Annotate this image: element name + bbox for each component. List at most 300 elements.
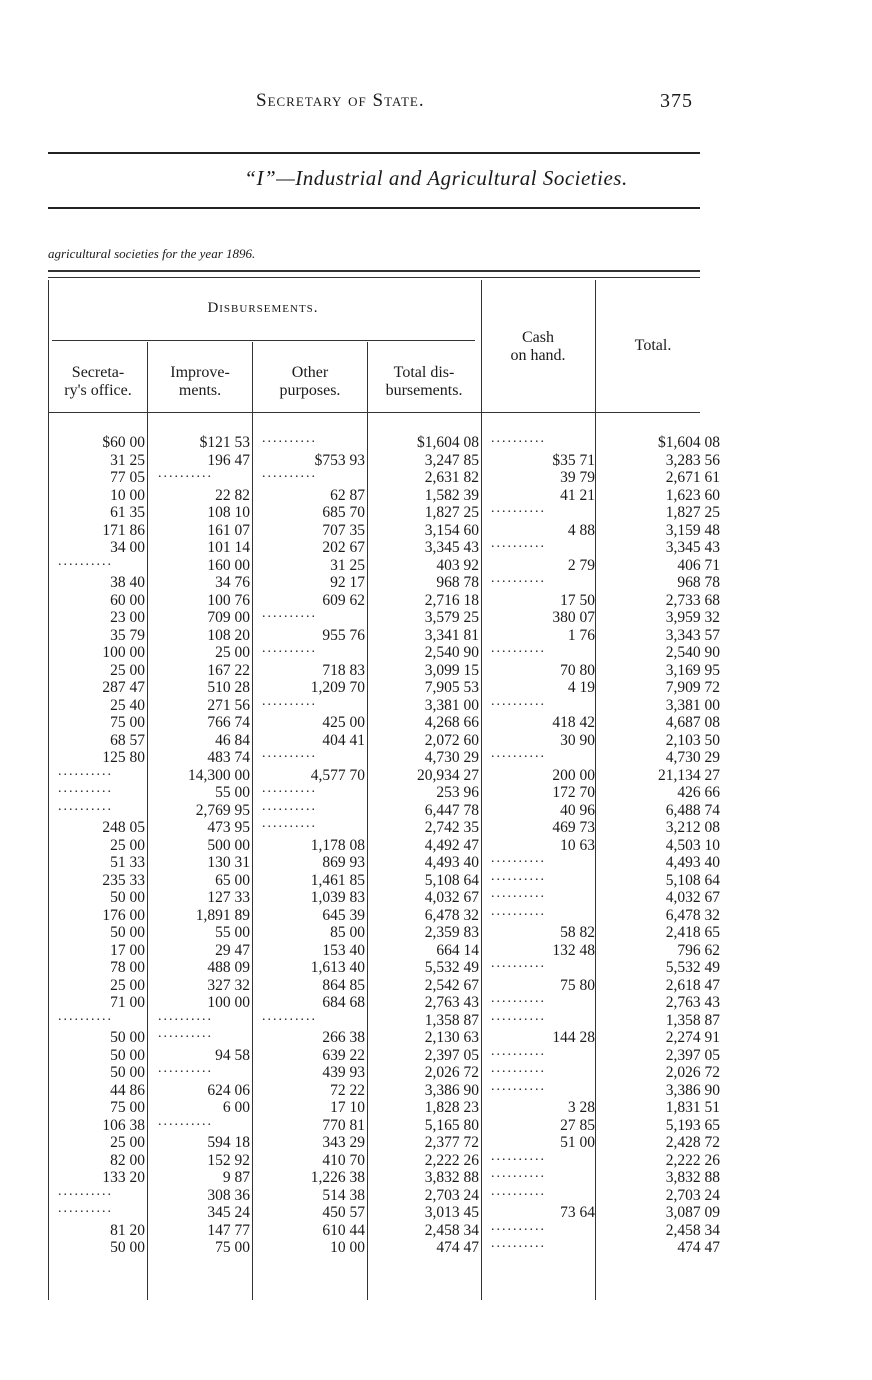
cell-total-disbursements: 2,222 26 bbox=[424, 1151, 479, 1169]
cell-total-disbursements: 968 78 bbox=[436, 574, 479, 591]
top-rule bbox=[48, 152, 700, 154]
cell-improvements: 161 07 bbox=[207, 521, 250, 539]
cell-other-purposes: 404 41 bbox=[322, 731, 365, 749]
table-top-rule bbox=[48, 270, 700, 272]
cell-improvements: 100 76 bbox=[207, 591, 250, 609]
cell-improvements: 488 09 bbox=[207, 959, 250, 976]
cell-secretary: 81 20 bbox=[110, 1221, 145, 1239]
dot-leader: .......... bbox=[262, 606, 317, 621]
cell-other-purposes: 610 44 bbox=[322, 1221, 365, 1239]
dot-leader: .......... bbox=[158, 1026, 213, 1041]
cell-total-disbursements: 3,013 45 bbox=[424, 1204, 479, 1221]
cell-secretary: 51 33 bbox=[110, 854, 145, 871]
cell-cash-on-hand: 3 28 bbox=[567, 1099, 595, 1116]
cell-secretary: 25 40 bbox=[110, 696, 145, 714]
cell-other-purposes: 31 25 bbox=[330, 556, 365, 574]
cell-total: 5,108 64 bbox=[665, 871, 720, 889]
cell-total-disbursements: 4,730 29 bbox=[424, 749, 479, 766]
page-number: 375 bbox=[660, 90, 693, 112]
col-divider-total bbox=[595, 280, 596, 1300]
cell-other-purposes: 85 00 bbox=[330, 924, 365, 941]
cell-other-purposes: 864 85 bbox=[322, 976, 365, 994]
cell-total: 7,909 72 bbox=[665, 679, 720, 696]
cell-total-disbursements: 664 14 bbox=[436, 941, 479, 959]
dot-leader: .......... bbox=[262, 431, 317, 446]
cell-improvements: 127 33 bbox=[207, 889, 250, 906]
cell-improvements: 2,769 95 bbox=[195, 801, 250, 819]
cell-secretary: 176 00 bbox=[102, 906, 145, 924]
cell-secretary: 10 00 bbox=[110, 486, 145, 504]
cell-other-purposes: 62 87 bbox=[330, 486, 365, 504]
cell-secretary: 82 00 bbox=[110, 1151, 145, 1169]
cell-improvements: 29 47 bbox=[215, 941, 250, 959]
cell-improvements: 196 47 bbox=[207, 451, 250, 469]
cell-total: 4,032 67 bbox=[665, 889, 720, 906]
cell-total: 406 71 bbox=[677, 556, 720, 574]
cell-total-disbursements: 5,165 80 bbox=[424, 1116, 479, 1134]
cell-other-purposes: 684 68 bbox=[322, 994, 365, 1011]
cell-improvements: 766 74 bbox=[207, 714, 250, 731]
dot-leader: .......... bbox=[262, 466, 317, 481]
cell-total-disbursements: 2,026 72 bbox=[424, 1064, 479, 1081]
cell-total-disbursements: 2,377 72 bbox=[424, 1134, 479, 1151]
cell-cash-on-hand: 41 21 bbox=[560, 486, 595, 504]
cell-total-disbursements: 2,703 24 bbox=[424, 1186, 479, 1204]
dot-leader: .......... bbox=[491, 1061, 546, 1076]
cell-other-purposes: 869 93 bbox=[322, 854, 365, 871]
cell-other-purposes: 4,577 70 bbox=[310, 766, 365, 784]
cell-improvements: 483 74 bbox=[207, 749, 250, 766]
dot-leader: .......... bbox=[491, 641, 546, 656]
dot-leader: .......... bbox=[262, 781, 317, 796]
cell-total-disbursements: 2,742 35 bbox=[424, 819, 479, 836]
cell-cash-on-hand: 27 85 bbox=[560, 1116, 595, 1134]
cell-total: 3,343 57 bbox=[665, 626, 720, 644]
cell-improvements: 167 22 bbox=[207, 661, 250, 679]
cell-total: 2,103 50 bbox=[665, 731, 720, 749]
cell-other-purposes: 410 70 bbox=[322, 1151, 365, 1169]
section-title: “I”—Industrial and Agricultural Societies. bbox=[244, 166, 628, 190]
cell-other-purposes: 343 29 bbox=[322, 1134, 365, 1151]
cell-total: 2,428 72 bbox=[665, 1134, 720, 1151]
dot-leader: .......... bbox=[491, 886, 546, 901]
cell-total-disbursements: 20,934 27 bbox=[417, 766, 479, 784]
cell-total-disbursements: 2,763 43 bbox=[424, 994, 479, 1011]
disbursements-rule bbox=[52, 340, 475, 341]
col-divider-cash bbox=[481, 280, 482, 1300]
cell-total-disbursements: 6,447 78 bbox=[424, 801, 479, 819]
cell-secretary: 34 00 bbox=[110, 539, 145, 556]
cell-total-disbursements: 2,458 34 bbox=[424, 1221, 479, 1239]
cell-secretary: 71 00 bbox=[110, 994, 145, 1011]
cell-total: 3,832 88 bbox=[665, 1169, 720, 1186]
dot-leader: .......... bbox=[491, 903, 546, 919]
cell-total-disbursements: 5,532 49 bbox=[424, 959, 479, 976]
cell-total-disbursements: 3,386 90 bbox=[424, 1081, 479, 1099]
cell-other-purposes: 639 22 bbox=[322, 1046, 365, 1064]
dot-leader: .......... bbox=[491, 1236, 546, 1251]
cell-improvements: $121 53 bbox=[199, 434, 250, 451]
cell-secretary: 125 80 bbox=[102, 749, 145, 766]
header-total-disbursements: Total dis- bursements. bbox=[385, 364, 463, 399]
cell-secretary: $60 00 bbox=[102, 434, 145, 451]
cell-total: 1,831 51 bbox=[665, 1099, 720, 1116]
cell-secretary: 248 05 bbox=[102, 819, 145, 836]
cell-secretary: 25 00 bbox=[110, 836, 145, 854]
dot-leader: .......... bbox=[491, 571, 546, 586]
cell-secretary: 100 00 bbox=[102, 644, 145, 661]
cell-secretary: 133 20 bbox=[102, 1169, 145, 1186]
cell-improvements: 34 76 bbox=[215, 574, 250, 591]
cell-cash-on-hand: 1 76 bbox=[567, 626, 595, 644]
cell-other-purposes: 955 76 bbox=[322, 626, 365, 644]
cell-secretary: 25 00 bbox=[110, 976, 145, 994]
cell-improvements: 100 00 bbox=[207, 994, 250, 1011]
cell-total: 3,386 90 bbox=[665, 1081, 720, 1099]
cell-other-purposes: 92 17 bbox=[330, 574, 365, 591]
cell-improvements: 624 06 bbox=[207, 1081, 250, 1099]
cell-other-purposes: 450 57 bbox=[322, 1204, 365, 1221]
col-divider-improvements bbox=[147, 342, 148, 1300]
cell-total: 2,026 72 bbox=[665, 1064, 720, 1081]
col-divider-total-disb bbox=[367, 342, 368, 1300]
cell-improvements: 14,300 00 bbox=[188, 766, 250, 784]
cell-improvements: 22 82 bbox=[215, 486, 250, 504]
cell-improvements: 46 84 bbox=[215, 731, 250, 749]
cell-total-disbursements: 5,108 64 bbox=[424, 871, 479, 889]
cell-secretary: 25 00 bbox=[110, 661, 145, 679]
cell-improvements: 327 32 bbox=[207, 976, 250, 994]
cell-cash-on-hand: 144 28 bbox=[552, 1029, 595, 1046]
cell-total: 3,345 43 bbox=[665, 539, 720, 556]
cell-other-purposes: $753 93 bbox=[314, 451, 365, 469]
cell-other-purposes: 439 93 bbox=[322, 1064, 365, 1081]
dot-leader: .......... bbox=[491, 1148, 546, 1164]
cell-cash-on-hand: 10 63 bbox=[560, 836, 595, 854]
cell-improvements: 160 00 bbox=[207, 556, 250, 574]
cell-total: 21,134 27 bbox=[658, 766, 720, 784]
cell-total-disbursements: $1,604 08 bbox=[417, 434, 479, 451]
cell-secretary: 50 00 bbox=[110, 889, 145, 906]
dot-leader: .......... bbox=[58, 1008, 113, 1024]
cell-total-disbursements: 2,359 83 bbox=[424, 924, 479, 941]
dot-leader: .......... bbox=[491, 501, 546, 516]
cell-total-disbursements: 3,341 81 bbox=[424, 626, 479, 644]
cell-improvements: 9 87 bbox=[222, 1169, 250, 1186]
cell-cash-on-hand: 73 64 bbox=[560, 1204, 595, 1221]
cell-total-disbursements: 2,631 82 bbox=[424, 469, 479, 486]
cell-total-disbursements: 3,154 60 bbox=[424, 521, 479, 539]
cell-secretary: 35 79 bbox=[110, 626, 145, 644]
dot-leader: .......... bbox=[58, 1183, 113, 1199]
cell-total-disbursements: 2,072 60 bbox=[424, 731, 479, 749]
cell-other-purposes: 707 35 bbox=[322, 521, 365, 539]
cell-secretary: 31 25 bbox=[110, 451, 145, 469]
dot-leader: .......... bbox=[491, 693, 546, 709]
cell-total: 4,687 08 bbox=[665, 714, 720, 731]
cell-total-disbursements: 3,832 88 bbox=[424, 1169, 479, 1186]
cell-total: 1,623 60 bbox=[665, 486, 720, 504]
dot-leader: .......... bbox=[491, 1183, 546, 1199]
cell-total: 5,193 65 bbox=[665, 1116, 720, 1134]
cell-total: 3,381 00 bbox=[665, 696, 720, 714]
cell-total: 2,397 05 bbox=[665, 1046, 720, 1064]
dot-leader: .......... bbox=[158, 466, 213, 481]
cell-total: 2,274 91 bbox=[665, 1029, 720, 1046]
header-secretary: Secreta- ry's office. bbox=[64, 364, 132, 399]
dot-leader: .......... bbox=[491, 431, 546, 446]
cell-total: 4,730 29 bbox=[665, 749, 720, 766]
dot-leader: .......... bbox=[58, 781, 113, 796]
cell-total-disbursements: 3,345 43 bbox=[424, 539, 479, 556]
cell-total: 474 47 bbox=[677, 1239, 720, 1256]
header-total: Total. bbox=[634, 337, 672, 354]
cell-total: 2,671 61 bbox=[665, 469, 720, 486]
cell-total: 2,618 47 bbox=[665, 976, 720, 994]
dot-leader: .......... bbox=[262, 746, 317, 761]
cell-total-disbursements: 474 47 bbox=[436, 1239, 479, 1256]
cell-other-purposes: 1,613 40 bbox=[310, 959, 365, 976]
header-bottom-rule bbox=[48, 412, 700, 413]
cell-cash-on-hand: 70 80 bbox=[560, 661, 595, 679]
cell-cash-on-hand: 40 96 bbox=[560, 801, 595, 819]
cell-improvements: 94 58 bbox=[215, 1046, 250, 1064]
dot-leader: .......... bbox=[158, 1008, 213, 1024]
cell-improvements: 510 28 bbox=[207, 679, 250, 696]
cell-secretary: 106 38 bbox=[102, 1116, 145, 1134]
cell-secretary: 75 00 bbox=[110, 714, 145, 731]
cell-other-purposes: 770 81 bbox=[322, 1116, 365, 1134]
cell-total-disbursements: 2,130 63 bbox=[424, 1029, 479, 1046]
cell-cash-on-hand: 380 07 bbox=[552, 609, 595, 626]
dot-leader: .......... bbox=[491, 956, 546, 971]
cell-improvements: 345 24 bbox=[207, 1204, 250, 1221]
cell-secretary: 75 00 bbox=[110, 1099, 145, 1116]
cell-cash-on-hand: 17 50 bbox=[560, 591, 595, 609]
cell-improvements: 108 10 bbox=[207, 504, 250, 521]
cell-total-disbursements: 403 92 bbox=[436, 556, 479, 574]
cell-other-purposes: 10 00 bbox=[330, 1239, 365, 1256]
cell-other-purposes: 1,178 08 bbox=[310, 836, 365, 854]
cell-total: 2,733 68 bbox=[665, 591, 720, 609]
cell-secretary: 235 33 bbox=[102, 871, 145, 889]
cell-secretary: 50 00 bbox=[110, 1029, 145, 1046]
cell-total: 3,959 32 bbox=[665, 609, 720, 626]
dot-leader: .......... bbox=[158, 1061, 213, 1076]
cell-secretary: 171 86 bbox=[102, 521, 145, 539]
cell-cash-on-hand: 4 88 bbox=[567, 521, 595, 539]
cell-secretary: 77 05 bbox=[110, 469, 145, 486]
dot-leader: .......... bbox=[491, 851, 546, 866]
cell-cash-on-hand: 2 79 bbox=[567, 556, 595, 574]
cell-total: 2,222 26 bbox=[665, 1151, 720, 1169]
cell-total-disbursements: 1,827 25 bbox=[424, 504, 479, 521]
cell-cash-on-hand: 30 90 bbox=[560, 731, 595, 749]
cell-improvements: 108 20 bbox=[207, 626, 250, 644]
cell-secretary: 287 47 bbox=[102, 679, 145, 696]
cell-total: 2,418 65 bbox=[665, 924, 720, 941]
cell-cash-on-hand: 172 70 bbox=[552, 784, 595, 801]
header-improvements: Improve- ments. bbox=[170, 364, 230, 399]
cell-total: 2,703 24 bbox=[665, 1186, 720, 1204]
running-head-title: Secretary of State. bbox=[256, 90, 425, 111]
cell-total-disbursements: 4,493 40 bbox=[424, 854, 479, 871]
cell-total-disbursements: 2,716 18 bbox=[424, 591, 479, 609]
cell-improvements: 101 14 bbox=[207, 539, 250, 556]
dot-leader: .......... bbox=[262, 1008, 317, 1024]
cell-cash-on-hand: 418 42 bbox=[552, 714, 595, 731]
dot-leader: .......... bbox=[491, 1078, 546, 1094]
cell-other-purposes: 718 83 bbox=[322, 661, 365, 679]
cell-improvements: 147 77 bbox=[207, 1221, 250, 1239]
cell-cash-on-hand: 4 19 bbox=[567, 679, 595, 696]
dot-leader: .......... bbox=[491, 536, 546, 551]
cell-total-disbursements: 1,358 87 bbox=[424, 1011, 479, 1029]
cell-improvements: 25 00 bbox=[215, 644, 250, 661]
dot-leader: .......... bbox=[491, 746, 546, 761]
cell-other-purposes: 1,461 85 bbox=[310, 871, 365, 889]
cell-secretary: 50 00 bbox=[110, 1239, 145, 1256]
cell-cash-on-hand: 75 80 bbox=[560, 976, 595, 994]
dot-leader: .......... bbox=[491, 1008, 546, 1024]
cell-other-purposes: 72 22 bbox=[330, 1081, 365, 1099]
cell-total-disbursements: 6,478 32 bbox=[424, 906, 479, 924]
cell-total: 6,488 74 bbox=[665, 801, 720, 819]
cell-cash-on-hand: 39 79 bbox=[560, 469, 595, 486]
header-other-purposes: Other purposes. bbox=[279, 364, 341, 399]
cell-total-disbursements: 2,542 67 bbox=[424, 976, 479, 994]
cell-total: 968 78 bbox=[677, 574, 720, 591]
cell-improvements: 1,891 89 bbox=[195, 906, 250, 924]
cell-total-disbursements: 4,268 66 bbox=[424, 714, 479, 731]
cell-total: 2,763 43 bbox=[665, 994, 720, 1011]
cell-other-purposes: 153 40 bbox=[322, 941, 365, 959]
cell-other-purposes: 17 10 bbox=[330, 1099, 365, 1116]
dot-leader: .......... bbox=[58, 1201, 113, 1216]
dot-leader: .......... bbox=[58, 553, 113, 569]
cell-total: 426 66 bbox=[677, 784, 720, 801]
cell-other-purposes: 1,039 83 bbox=[310, 889, 365, 906]
cell-improvements: 130 31 bbox=[207, 854, 250, 871]
dot-leader: .......... bbox=[491, 1166, 546, 1181]
dot-leader: .......... bbox=[262, 816, 317, 831]
dot-leader: .......... bbox=[158, 1113, 213, 1129]
header-cash-on-hand: Cash on hand. bbox=[510, 329, 566, 364]
cell-cash-on-hand: $35 71 bbox=[552, 451, 595, 469]
cell-cash-on-hand: 58 82 bbox=[560, 924, 595, 941]
cell-total: 6,478 32 bbox=[665, 906, 720, 924]
cell-total-disbursements: 1,582 39 bbox=[424, 486, 479, 504]
cell-other-purposes: 425 00 bbox=[322, 714, 365, 731]
cell-improvements: 271 56 bbox=[207, 696, 250, 714]
cell-secretary: 50 00 bbox=[110, 1064, 145, 1081]
cell-secretary: 61 35 bbox=[110, 504, 145, 521]
cell-secretary: 38 40 bbox=[110, 574, 145, 591]
cell-improvements: 308 36 bbox=[207, 1186, 250, 1204]
cell-other-purposes: 685 70 bbox=[322, 504, 365, 521]
cell-total-disbursements: 3,381 00 bbox=[424, 696, 479, 714]
dot-leader: .......... bbox=[58, 763, 113, 779]
cell-cash-on-hand: 51 00 bbox=[560, 1134, 595, 1151]
cell-cash-on-hand: 200 00 bbox=[552, 766, 595, 784]
cell-secretary: 50 00 bbox=[110, 1046, 145, 1064]
table-top-rule-thin bbox=[48, 277, 700, 278]
cell-total-disbursements: 253 96 bbox=[436, 784, 479, 801]
cell-improvements: 473 95 bbox=[207, 819, 250, 836]
dot-leader: .......... bbox=[491, 1218, 546, 1234]
dot-leader: .......... bbox=[491, 991, 546, 1006]
table-caption: agricultural societies for the year 1896. bbox=[48, 246, 256, 261]
dot-leader: .......... bbox=[58, 798, 113, 814]
cell-secretary: 17 00 bbox=[110, 941, 145, 959]
cell-total-disbursements: 4,032 67 bbox=[424, 889, 479, 906]
cell-total: $1,604 08 bbox=[658, 434, 720, 451]
cell-secretary: 68 57 bbox=[110, 731, 145, 749]
cell-total: 1,827 25 bbox=[665, 504, 720, 521]
cell-secretary: 50 00 bbox=[110, 924, 145, 941]
dot-leader: .......... bbox=[491, 868, 546, 884]
cell-other-purposes: 1,226 38 bbox=[310, 1169, 365, 1186]
cell-improvements: 709 00 bbox=[207, 609, 250, 626]
table-left-border bbox=[48, 280, 49, 1300]
cell-total: 4,503 10 bbox=[665, 836, 720, 854]
cell-improvements: 75 00 bbox=[215, 1239, 250, 1256]
cell-secretary: 25 00 bbox=[110, 1134, 145, 1151]
cell-secretary: 44 86 bbox=[110, 1081, 145, 1099]
cell-other-purposes: 609 62 bbox=[322, 591, 365, 609]
cell-improvements: 65 00 bbox=[215, 871, 250, 889]
dot-leader: .......... bbox=[262, 693, 317, 709]
cell-total: 796 62 bbox=[677, 941, 720, 959]
cell-total: 1,358 87 bbox=[665, 1011, 720, 1029]
cell-cash-on-hand: 132 48 bbox=[552, 941, 595, 959]
cell-total: 3,212 08 bbox=[665, 819, 720, 836]
col-divider-other bbox=[252, 342, 253, 1300]
cell-cash-on-hand: 469 73 bbox=[552, 819, 595, 836]
cell-total-disbursements: 2,397 05 bbox=[424, 1046, 479, 1064]
cell-secretary: 78 00 bbox=[110, 959, 145, 976]
section-rule bbox=[48, 207, 700, 209]
cell-total-disbursements: 3,099 15 bbox=[424, 661, 479, 679]
cell-total: 5,532 49 bbox=[665, 959, 720, 976]
cell-total: 3,283 56 bbox=[665, 451, 720, 469]
cell-other-purposes: 645 39 bbox=[322, 906, 365, 924]
cell-improvements: 55 00 bbox=[215, 924, 250, 941]
cell-secretary: 23 00 bbox=[110, 609, 145, 626]
cell-total-disbursements: 4,492 47 bbox=[424, 836, 479, 854]
cell-improvements: 6 00 bbox=[222, 1099, 250, 1116]
cell-total: 3,159 48 bbox=[665, 521, 720, 539]
cell-total-disbursements: 2,540 90 bbox=[424, 644, 479, 661]
dot-leader: .......... bbox=[491, 1043, 546, 1059]
cell-other-purposes: 1,209 70 bbox=[310, 679, 365, 696]
cell-total: 4,493 40 bbox=[665, 854, 720, 871]
cell-improvements: 500 00 bbox=[207, 836, 250, 854]
dot-leader: .......... bbox=[262, 798, 317, 814]
cell-total: 3,169 95 bbox=[665, 661, 720, 679]
cell-improvements: 152 92 bbox=[207, 1151, 250, 1169]
cell-improvements: 594 18 bbox=[207, 1134, 250, 1151]
cell-total-disbursements: 3,579 25 bbox=[424, 609, 479, 626]
cell-other-purposes: 514 38 bbox=[322, 1186, 365, 1204]
cell-total-disbursements: 7,905 53 bbox=[424, 679, 479, 696]
cell-total: 2,458 34 bbox=[665, 1221, 720, 1239]
disbursements-header: Disbursements. bbox=[207, 300, 319, 316]
dot-leader: .......... bbox=[262, 641, 317, 656]
cell-secretary: 60 00 bbox=[110, 591, 145, 609]
cell-improvements: 55 00 bbox=[215, 784, 250, 801]
cell-total: 2,540 90 bbox=[665, 644, 720, 661]
